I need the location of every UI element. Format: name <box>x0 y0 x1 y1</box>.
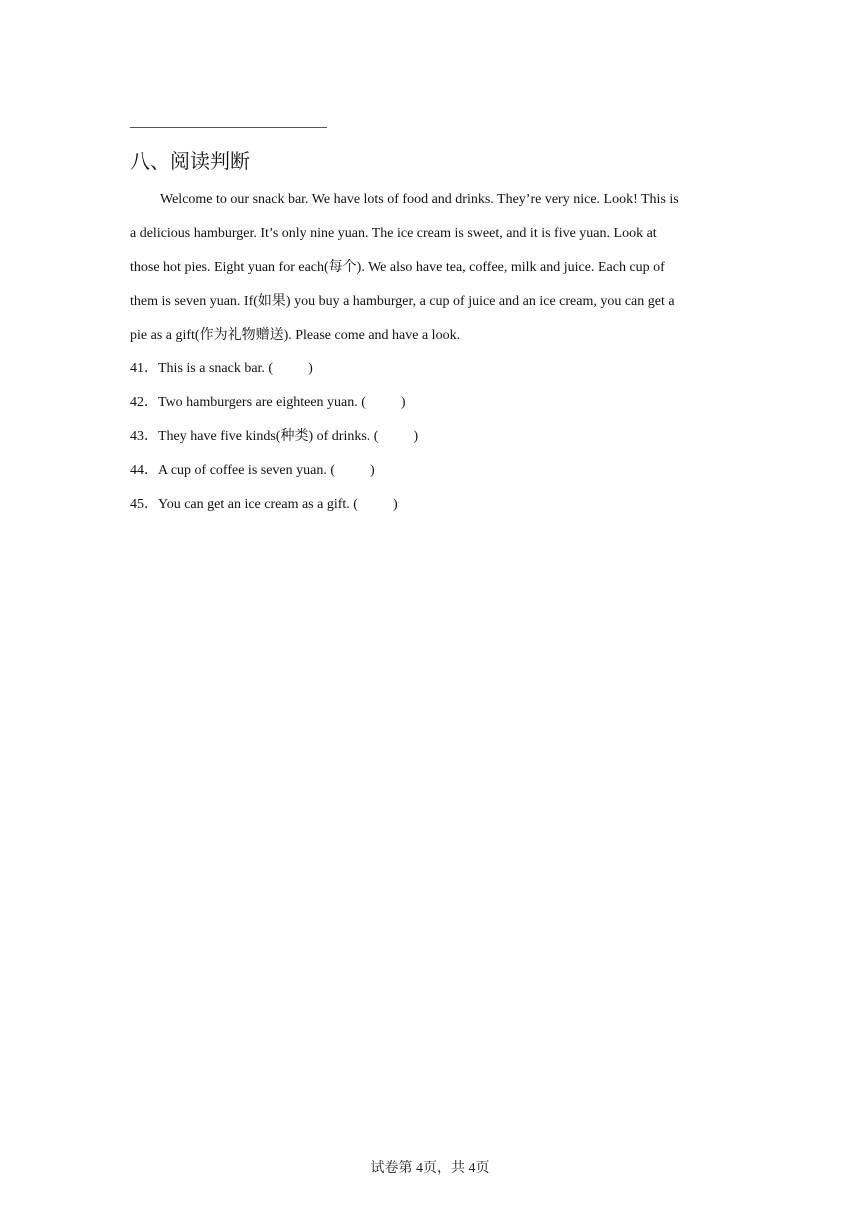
page-footer: 试卷第 4页，共 4页 <box>370 1161 490 1176</box>
answer-blank-line <box>130 127 327 128</box>
passage-line: those hot pies. Eight yuan for each(每个). We also have tea, coffee, milk and juice. Each cup of <box>130 260 665 275</box>
passage-line: them is seven yuan. If(如果) you buy a hamburger, a cup of juice and an ice cream, you can get a <box>130 294 675 309</box>
question-item <box>130 352 730 386</box>
question-text: They have five kinds(种类) of drinks. ( <box>158 429 379 444</box>
answer-blank[interactable] <box>335 463 370 478</box>
question-list <box>130 352 730 522</box>
answer-blank[interactable] <box>358 497 393 512</box>
question-close-paren: ) <box>308 361 313 376</box>
question-number: 45． <box>130 497 158 512</box>
question-item <box>130 420 730 454</box>
answer-blank[interactable] <box>273 361 308 376</box>
question-close-paren: ) <box>400 395 406 410</box>
passage-line: a delicious hamburger. It’s only nine yuan. The ice cream is sweet, and it is five yuan. Look at <box>130 226 657 241</box>
question-item <box>130 386 730 420</box>
passage-line: Welcome to our snack bar. We have lots of food and drinks. They’re very nice. Look! This is <box>160 192 679 207</box>
question-text: You can get an ice cream as a gift. ( <box>158 497 358 512</box>
question-item <box>130 454 730 488</box>
passage-line: pie as a gift(作为礼物赠送). Please come and have a look. <box>130 328 461 343</box>
question-number: 43． <box>130 429 158 444</box>
question-close-paren: ) <box>392 497 398 512</box>
question-number: 44． <box>130 463 158 478</box>
question-text: Two hamburgers are eighteen yuan. ( <box>158 395 366 410</box>
question-item <box>130 488 730 522</box>
answer-blank[interactable] <box>366 395 401 410</box>
question-text: This is a snack bar. ( <box>158 361 274 376</box>
reading-passage <box>130 183 730 353</box>
answer-blank[interactable] <box>378 429 413 444</box>
question-close-paren: ) <box>413 429 419 444</box>
section-title: 八、阅读判断 <box>130 149 250 173</box>
question-number: 41． <box>130 361 158 376</box>
question-close-paren: ) <box>370 463 375 478</box>
question-text: A cup of coffee is seven yuan. ( <box>158 463 336 478</box>
question-number: 42． <box>130 395 158 410</box>
